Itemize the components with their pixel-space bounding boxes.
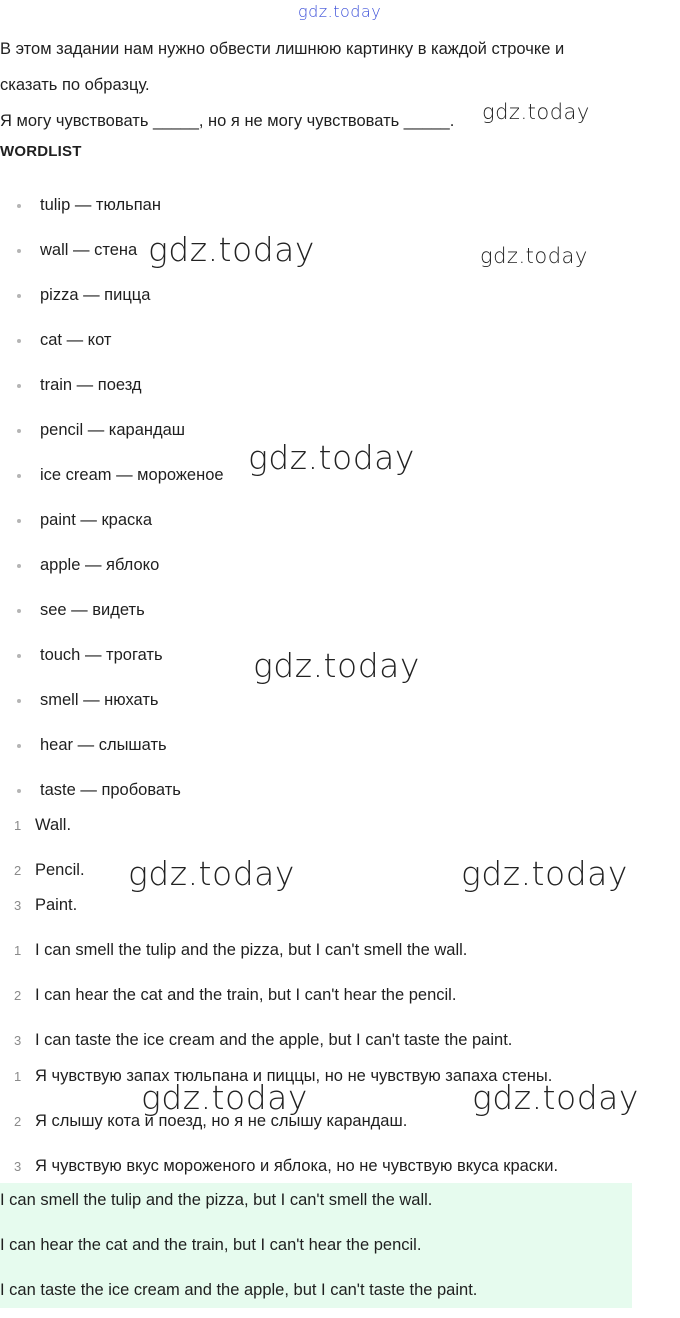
item-number: 2 <box>14 863 22 878</box>
watermark: gdz.today <box>472 1078 639 1117</box>
wordlist-entry: tulip — тюльпан <box>40 196 161 214</box>
bullet-icon <box>17 429 21 433</box>
wordlist-entry: pizza — пицца <box>40 286 151 304</box>
bullet-icon <box>17 249 21 253</box>
list-item <box>0 363 660 408</box>
bullet-icon <box>17 699 21 703</box>
watermark: gdz.today <box>480 244 588 268</box>
item-number: 2 <box>14 988 22 1003</box>
item-number: 1 <box>14 818 22 833</box>
watermark-top: gdz.today <box>298 2 382 21</box>
item-text: Wall. <box>35 816 72 834</box>
watermark: gdz.today <box>461 854 628 893</box>
bullet-icon <box>17 384 21 388</box>
bullet-icon <box>17 474 21 478</box>
wordlist-entry: wall — стена <box>40 241 138 259</box>
wordlist-entry: smell — нюхать <box>40 691 159 709</box>
wordlist-entry: hear — слышать <box>40 736 167 754</box>
list-item <box>0 318 660 363</box>
item-text: Я чувствую вкус мороженого и яблока, но не чувствую вкуса краски. <box>35 1157 559 1175</box>
intro-line-3: Я могу чувствовать _____, но я не могу чувствовать _____. <box>0 112 455 130</box>
item-text: I can smell the tulip and the pizza, but I can't smell the wall. <box>35 941 468 959</box>
answer-line: I can smell the tulip and the pizza, but I can't smell the wall. <box>0 1191 433 1209</box>
item-number: 3 <box>14 898 22 913</box>
watermark: gdz.today <box>253 646 420 685</box>
wordlist-entry: ice cream — мороженое <box>40 466 224 484</box>
watermark: gdz.today <box>128 854 295 893</box>
answer-line: I can hear the cat and the train, but I can't hear the pencil. <box>0 1236 422 1254</box>
list-item <box>0 183 660 228</box>
list-item <box>0 928 680 973</box>
item-text: Я слышу кота и поезд, но я не слышу карандаш. <box>35 1112 408 1130</box>
bullet-icon <box>17 789 21 793</box>
item-number: 2 <box>14 1114 22 1129</box>
wordlist-entry: apple — яблоко <box>40 556 160 574</box>
item-text: Я чувствую запах тюльпана и пиццы, но не чувствую запаха стены. <box>35 1067 553 1085</box>
wordlist-heading: WORDLIST <box>0 143 82 160</box>
list-item <box>0 543 660 588</box>
list-item <box>0 973 680 1018</box>
watermark: gdz.today <box>141 1078 308 1117</box>
answers-block <box>0 1183 632 1308</box>
wordlist-entry: taste — пробовать <box>40 781 181 799</box>
list-item <box>0 723 660 768</box>
bullet-icon <box>17 654 21 658</box>
item-number: 3 <box>14 1159 22 1174</box>
answer-line: I can taste the ice cream and the apple, but I can't taste the paint. <box>0 1281 478 1299</box>
bullet-icon <box>17 564 21 568</box>
bullet-icon <box>17 609 21 613</box>
item-number: 1 <box>14 943 22 958</box>
english-sentences-list <box>0 928 680 1063</box>
bullet-icon <box>17 744 21 748</box>
wordlist-entry: see — видеть <box>40 601 145 619</box>
list-item <box>0 498 660 543</box>
wordlist-entry: cat — кот <box>40 331 112 349</box>
bullet-icon <box>17 204 21 208</box>
list-item <box>0 588 660 633</box>
wordlist <box>0 183 660 813</box>
bullet-icon <box>17 294 21 298</box>
item-text: I can taste the ice cream and the apple, but I can't taste the paint. <box>35 1031 513 1049</box>
item-text: I can hear the cat and the train, but I can't hear the pencil. <box>35 986 457 1004</box>
list-item <box>0 803 680 848</box>
intro-line-2: сказать по образцу. <box>0 76 150 94</box>
intro-line-1: В этом задании нам нужно обвести лишнюю картинку в каждой строчке и <box>0 40 565 58</box>
list-item <box>0 273 660 318</box>
watermark: gdz.today <box>482 100 590 124</box>
item-number: 3 <box>14 1033 22 1048</box>
wordlist-entry: train — поезд <box>40 376 142 394</box>
item-number: 1 <box>14 1069 22 1084</box>
russian-sentences-list <box>0 1054 680 1189</box>
wordlist-entry: paint — краска <box>40 511 153 529</box>
bullet-icon <box>17 339 21 343</box>
bullet-icon <box>17 519 21 523</box>
item-text: Paint. <box>35 896 78 914</box>
watermark: gdz.today <box>248 438 415 477</box>
wordlist-entry: pencil — карандаш <box>40 421 186 439</box>
wordlist-entry: touch — трогать <box>40 646 163 664</box>
item-text: Pencil. <box>35 861 85 879</box>
watermark: gdz.today <box>148 230 315 269</box>
list-item <box>0 893 680 928</box>
